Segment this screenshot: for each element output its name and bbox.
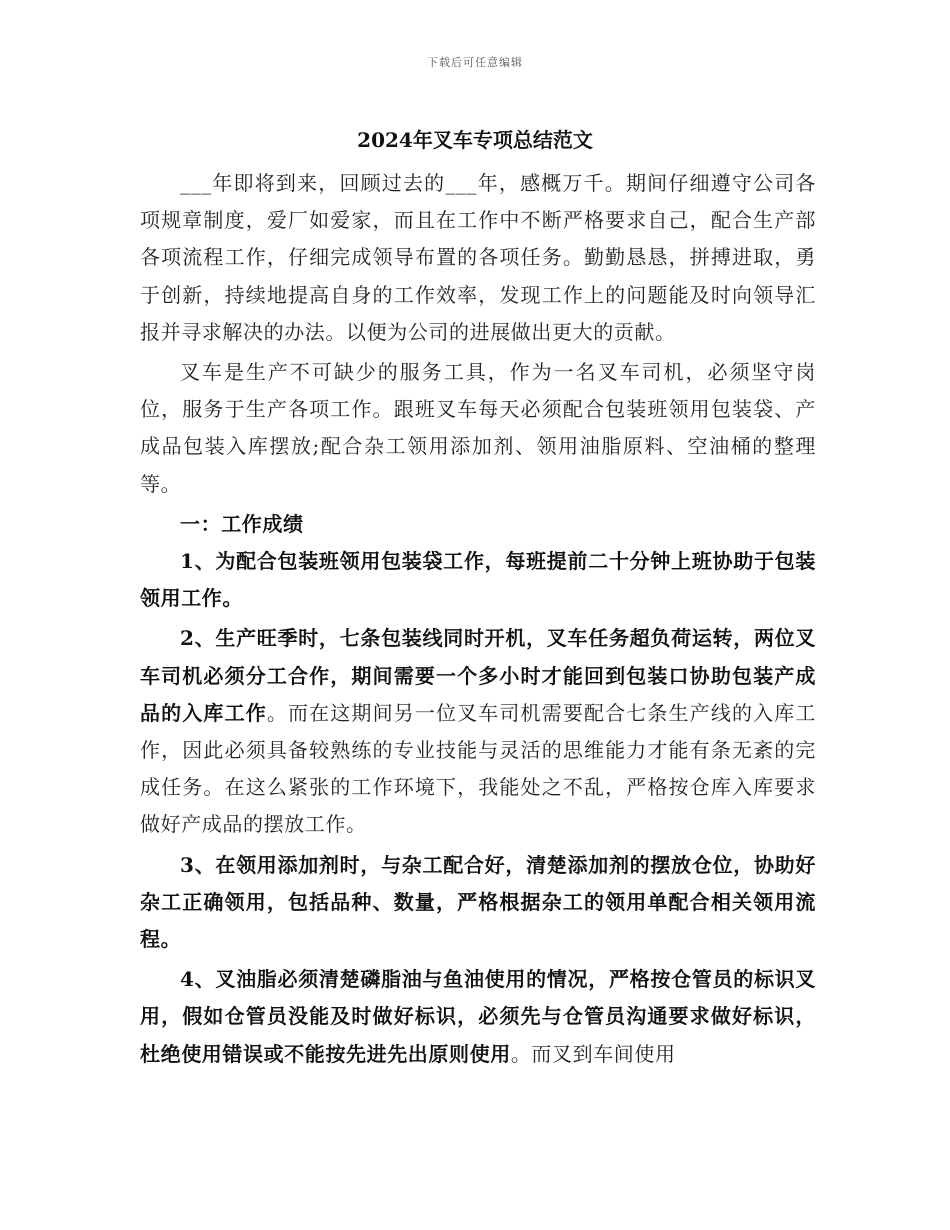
list-item-4-bold: 4、叉油脂必须清楚磷脂油与鱼油使用的情况，严格按仓管员的标识叉用，假如仓管员没能及时做好标识，必须先与仓管员沟通要求做好标识，杜绝使用错误或不能按先进先出原则使用 [140,967,816,1066]
document-title: 2024年叉车专项总结范文 [357,128,593,152]
section-heading-achievements: 一：工作成绩 [180,511,304,536]
list-item-2 [140,620,816,843]
list-item-4 [140,961,816,1073]
paragraph-intro: ___年即将到来，回顾过去的___年，感概万千。期间仔细遵守公司各项规章制度，爱厂如爱家，而且在工作中不断严格要求自己，配合生产部各项流程工作，仔细完成领导布置的各项任务。勤勤恳恳，拼搏进取，勇于创新，持续地提高自身的工作效率，发现工作上的问题能及时向领导汇报并寻求解决的办法。以便为公司的进展做出更大的贡献。 [140,171,816,344]
list-item-1: 1、为配合包装班领用包装袋工作，每班提前二十分钟上班协助于包装领用工作。 [140,549,816,611]
paragraph-forklift-role: 叉车是生产不可缺少的服务工具，作为一名叉车司机，必须坚守岗位，服务于生产各项工作。跟班叉车每天必须配合包装班领用包装袋、产成品包装入库摆放;配合杂工领用添加剂、领用油脂原料、空油桶的整理等。 [140,360,816,496]
list-item-4-normal: 。而叉到车间使用 [510,1041,676,1066]
list-item-2-normal: 。而在这期间另一位叉车司机需要配合七条生产线的入库工作，因此必须具备较熟练的专业技能与灵活的思维能力才能有条无紊的完成任务。在这么紧张的工作环境下，我能处之不乱，严格按仓库入库要求做好产成品的摆放工作。 [140,700,816,837]
header-note: 下载后可任意编辑 [427,56,523,69]
document-body [140,165,816,1073]
list-item-2-bold: 2、生产旺季时，七条包装线同时开机，叉车任务超负荷运转，两位叉车司机必须分工合作，期间需要一个多小时才能回到包装口协助包装产成品的入库工作 [140,626,816,725]
list-item-3: 3、在领用添加剂时，与杂工配合好，清楚添加剂的摆放仓位，协助好杂工正确领用，包括品种、数量，严格根据杂工的领用单配合相关领用流程。 [140,852,816,952]
